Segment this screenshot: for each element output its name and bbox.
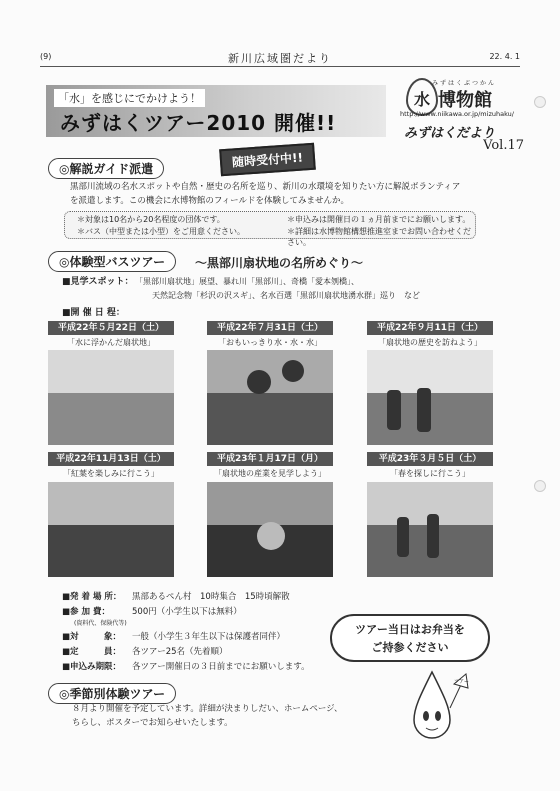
- note-item: ＊詳細は水博物館構想推進室までお問い合わせください。: [287, 227, 471, 247]
- tour-caption: 「春を探しに行こう」: [390, 469, 470, 478]
- banner-title: みずはくツアー2010 開催!!: [60, 111, 337, 135]
- spots-text: 天然記念物「杉沢の沢スギ」、名水百選「黒部川扇状地湧水群」巡り など: [152, 291, 420, 300]
- seasonal-heading: ◎季節別体験ツアー: [48, 683, 176, 704]
- banner-subtitle: 「水」を感じにでかけよう！: [54, 89, 205, 107]
- detail-row: ■定 員： 各ツアー25名（先着順）: [62, 647, 228, 657]
- issue-date: 22. 4. 1: [489, 52, 520, 61]
- schedule-label: ■開 催 日 程：: [62, 308, 125, 318]
- spots-text: 「黒部川扇状地」展望、暴れ川「黒部川」、奇橋「愛本刎橋」、: [135, 277, 359, 286]
- accepting-stamp: 随時受付中!!: [219, 143, 316, 177]
- binder-hole: [534, 96, 546, 108]
- note-item: ＊バス（中型または小型）をご用意ください。: [77, 227, 245, 236]
- logo-name: 博物館: [438, 90, 492, 111]
- page-number: (9): [40, 52, 52, 61]
- tour-caption: 「扇状地の歴史を訪ねよう」: [378, 338, 482, 347]
- binder-hole: [534, 480, 546, 492]
- guide-line: 黒部川流域の名水スポットや自然・歴史の名所を巡り、新川の水環境を知りたい方に解説ボランティア: [70, 182, 461, 192]
- seasonal-text: ８月より開催を予定しています。詳細が決まりしだい、ホームページ、 ちらし、ポスターでお知らせいたします。: [72, 704, 343, 728]
- guide-notes: [64, 211, 476, 247]
- tour-date: 平成23年１月17日（月）: [207, 452, 333, 466]
- detail-row: ■参 加 費： 500円（小学生以下は無料）: [62, 607, 242, 617]
- tour-caption: 「紅葉を楽しみに行こう」: [63, 469, 159, 478]
- spots-label: ■見学スポット：: [62, 277, 134, 287]
- guide-heading: ◎解説ガイド派遣: [48, 158, 164, 179]
- tour-photo: [207, 482, 333, 577]
- newsletter-name: みずはくだより: [404, 126, 496, 141]
- fee-note: (資料代、保険代等): [74, 620, 127, 627]
- flag-label: ツアー: [454, 679, 469, 685]
- tour-photo: [367, 350, 493, 445]
- detail-row: ■対 象： 一般（小学生３年生以下は保護者同伴）: [62, 632, 286, 642]
- museum-url[interactable]: http://www.niikawa.or.jp/mizuhaku/: [400, 110, 514, 118]
- logo-ruby: みずはくぶつかん: [432, 80, 497, 87]
- detail-row: ■申込み期限： 各ツアー開催日の３日前までにお願いします。: [62, 662, 310, 672]
- detail-row: ■発 着 場 所： 黒部あるぺん村 10時集合 15時頃解散: [62, 592, 290, 602]
- tour-date: 平成22年７月31日（土）: [207, 321, 333, 335]
- volume-number: Vol.17: [483, 138, 524, 153]
- tour-date: 平成22年９月11日（土）: [367, 321, 493, 335]
- lunch-bubble: ツアー当日はお弁当を ご持参ください: [330, 614, 490, 662]
- bus-tour-heading: ◎体験型バスツアー: [48, 251, 176, 272]
- tour-date: 平成23年３月５日（土）: [367, 452, 493, 466]
- newsletter-title: 新川広域圏だより: [228, 52, 332, 65]
- tour-date: 平成22年５月22日（土）: [48, 321, 174, 335]
- guide-line: を派遣します。この機会に水博物館のフィールドを体験してみませんか。: [70, 196, 349, 206]
- tour-photo: [207, 350, 333, 445]
- museum-logo: [400, 72, 530, 162]
- bus-tour-subtitle: ～黒部川扇状地の名所めぐり～: [195, 256, 364, 270]
- note-item: ＊申込みは開催日の１ヵ月前までにお願いします。: [287, 215, 471, 224]
- tour-banner: [46, 85, 386, 137]
- tour-photo: [367, 482, 493, 577]
- page-header: [40, 50, 520, 67]
- water-drop-mascot-icon: [410, 668, 470, 748]
- tour-caption: 「水に浮かんだ扇状地」: [67, 338, 155, 347]
- tour-date: 平成22年11月13日（土）: [48, 452, 174, 466]
- tour-photo: [48, 482, 174, 577]
- guide-text: [70, 180, 460, 208]
- note-item: ＊対象は10名から20名程度の団体です。: [77, 215, 225, 224]
- tour-photo: [48, 350, 174, 445]
- water-drop-icon: 水: [406, 78, 438, 116]
- tour-caption: 「扇状地の産業を見学しよう」: [214, 469, 326, 478]
- tour-caption: 「おもいっきり水・水・水」: [218, 338, 322, 347]
